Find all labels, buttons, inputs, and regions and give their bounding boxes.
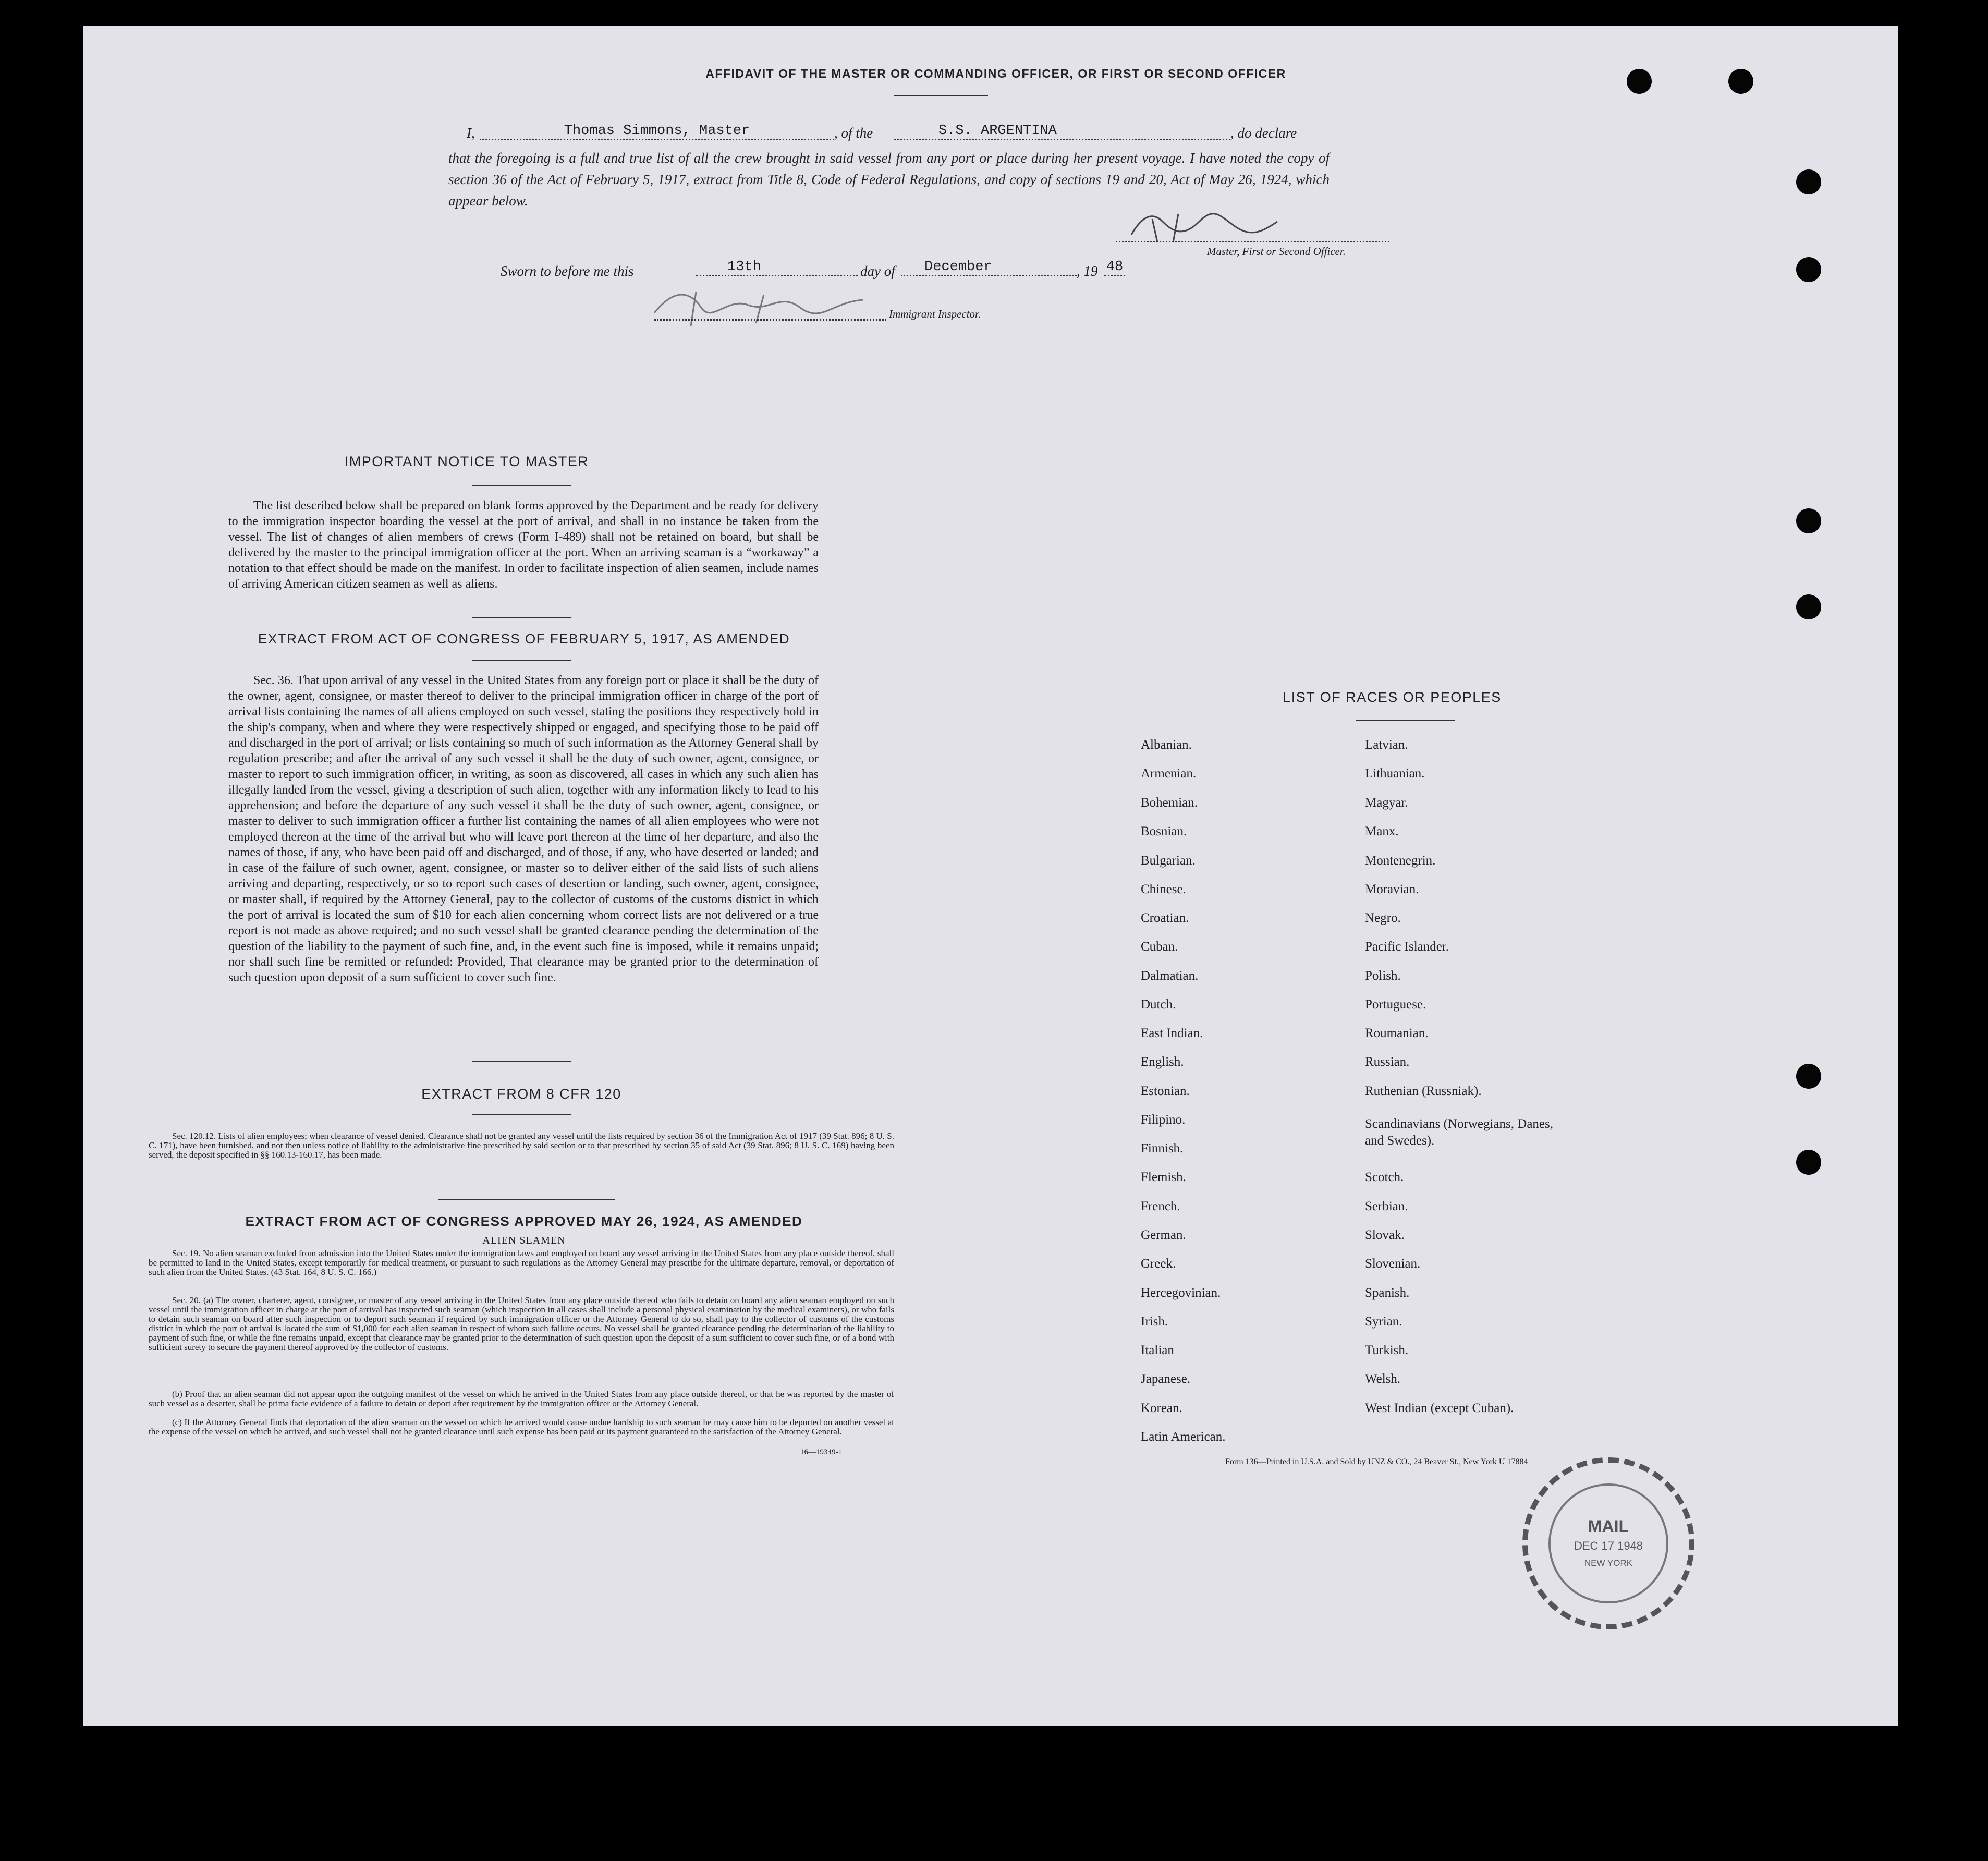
race-left-item: German. (1141, 1228, 1186, 1242)
race-left-item: Greek. (1141, 1257, 1176, 1271)
sworn-label: Sworn to before me this (501, 263, 634, 279)
race-right-item: Russian. (1365, 1055, 1410, 1069)
sworn-year-field: 48 (1104, 259, 1125, 276)
race-right-item: Lithuanian. (1365, 767, 1425, 781)
extract-cfr-body: Sec. 120.12. Lists of alien employees; when clearance of vessel denied. Clearance shall not be granted any vessel until the lists required by section 36 of the Immigration Act of 1917 (39 Stat. 896; 8 U. S. C. 171), have been furnished, and not then unless notice of liability to the administrative fine prescribed by said section or to that prescribed by section 35 of said Act (39 Stat. 896; 8 U. S. C. 169) having been served, the deposit specified in §§ 160.13-160.17, has been made. (149, 1131, 894, 1160)
race-right-item: Syrian. (1365, 1315, 1402, 1329)
extract-1917-title: EXTRACT FROM ACT OF CONGRESS OF FEBRUARY 5, 1917, AS AMENDED (258, 631, 790, 647)
divider (894, 95, 988, 96)
race-right-item: Latvian. (1365, 738, 1408, 752)
race-left-item: Croatian. (1141, 911, 1189, 925)
races-title: LIST OF RACES OR PEOPLES (1283, 689, 1502, 705)
master-name-field: Thomas Simmons, Master (480, 123, 834, 140)
race-left-item: Dutch. (1141, 998, 1176, 1012)
punch-hole (1796, 169, 1821, 194)
master-signature-caption: Master, First or Second Officer. (1207, 245, 1346, 258)
race-right-item: West Indian (except Cuban). (1365, 1401, 1514, 1415)
race-left-item: English. (1141, 1055, 1184, 1069)
do-declare-label: , do declare (1230, 125, 1297, 141)
extract-cfr-title: EXTRACT FROM 8 CFR 120 (421, 1086, 621, 1102)
race-right-item: Ruthenian (Russniak). (1365, 1084, 1482, 1098)
affidavit-title: AFFIDAVIT OF THE MASTER OR COMMANDING OFFICER, OR FIRST OR SECOND OFFICER (705, 67, 1286, 80)
race-right-item: Turkish. (1365, 1343, 1409, 1357)
sworn-month-field: December (901, 259, 1077, 276)
punch-hole (1796, 508, 1821, 533)
race-left-item: Hercegovinian. (1141, 1286, 1221, 1300)
postmark-stamp (1522, 1457, 1694, 1629)
divider (472, 617, 571, 618)
postmark-inner (1548, 1483, 1668, 1603)
notice-body: The list described below shall be prepared on blank forms approved by the Department and be ready for delivery to the immigration inspector boarding the vessel at the port of arrival, and shall in no instance be taken from the vessel. The list of changes of alien members of crews (Form I-489) shall not be retained on board, but shall be delivered by the master to the principal immigration officer at the port. When an arriving seaman is a “workaway” a notation to that effect should be made on the manifest. In order to facilitate inspection of alien seamen, include names of arriving American citizen seamen as well as aliens. (228, 499, 819, 591)
race-right-item: Serbian. (1365, 1199, 1408, 1213)
race-right-item: Scotch. (1365, 1170, 1404, 1184)
punch-hole (1796, 257, 1821, 282)
postmark-place: NEW YORK (1584, 1558, 1633, 1568)
punch-hole (1796, 594, 1821, 619)
extract-1924-sec20b: (b) Proof that an alien seaman did not appear upon the outgoing manifest of the vessel on which he arrived in the United States from any place outside thereof, or that he was reported by the master of such vessel as a deserter, shall be prima facie evidence of a failure to detain or deport after requirement by the immigration officer or the Attorney General. (149, 1389, 894, 1408)
master-signature-line (1116, 240, 1389, 242)
extract-1924-sec20a: Sec. 20. (a) The owner, charterer, agent, consignee, or master of any vessel arriving in the United States from any place outside thereof who fails to detain on board any alien seaman employed on such vessel until the immigration officer in charge at the port of arrival has inspected such seaman (which inspection in all cases shall include a personal physical examination by the medical examiners), or who fails to detain such seaman on board after such inspection or to deport such seaman if required by such immigration officer or the Attorney General to do so, shall pay to the collector of customs of the customs district in which the port of arrival is located the sum of $1,000 for each alien seaman in respect of whom such failure occurs. No vessel shall be granted clearance pending the determination of the liability to payment of such fine, or while the fine remains unpaid, except that clearance may be granted prior to the determination of such question upon the deposit of a sum sufficient to cover such fine, or of a bond with sufficient surety to secure the payment thereof approved by the collector of customs. (149, 1295, 894, 1352)
extract-1924-sec20c: (c) If the Attorney General finds that deportation of the alien seaman on the vessel on which he arrived would cause undue hardship to such seaman he may cause him to be deported on another vessel at the expense of the vessel on which he arrived, and such vessel shall not be granted clearance until such expense has been paid or its payment guaranteed to the satisfaction of the Attorney General. (149, 1417, 894, 1437)
extract-1924-sec19: Sec. 19. No alien seaman excluded from admission into the United States under the immigration laws and employed on board any vessel arriving in the United States from any place outside thereof, shall be permitted to land in the United States, except temporarily for medical treatment, or pursuant to such regulations as the Attorney General may prescribe for the ultimate departure, removal, or deportation of such alien from the United States. (43 Stat. 164, 8 U. S. C. 166.) (149, 1248, 894, 1277)
race-left-item: Chinese. (1141, 882, 1186, 896)
race-left-item: Latin American. (1141, 1430, 1226, 1444)
race-right-item: Negro. (1365, 911, 1401, 925)
divider (438, 1199, 615, 1200)
notice-title: IMPORTANT NOTICE TO MASTER (344, 454, 589, 469)
race-right-item: Pacific Islander. (1365, 940, 1449, 954)
affidavit-i-label: I, (467, 125, 475, 141)
extract-1917-body: Sec. 36. That upon arrival of any vessel in the United States from any foreign port or place it shall be the duty of the owner, agent, consignee, or master thereof to deliver to the principal immigration officer in charge of the port of arrival lists containing the names of all aliens employed on such vessel, stating the positions they respectively hold in the ship's company, when and where they were respectively shipped or engaged, and specifying those to be paid off and discharged in the port of arrival; or lists containing so much of such information as the Attorney General shall by regulation prescribe; and after the arrival of any such vessel it shall be the duty of such owner, agent, consignee, or master to report to such immigration officer, in writing, as soon as discovered, all cases in which any such alien has illegally landed from the vessel, giving a description of such alien, together with any information likely to lead to his apprehension; and before the departure of any such vessel it shall be the duty of such owner, agent, consignee, or master to deliver to such immigration officer a further list containing the names of all alien employees who were not employed thereon at the time of the arrival but who will leave port thereon at the time of her departure, and also the names of those, if any, who have been paid off and discharged, and of those, if any, who have deserted or landed; and in case of the failure of such owner, agent, consignee, or master so to deliver either of the said lists of such aliens arriving and departing, respectively, or so to report such cases of desertion or landing, such owner, agent, consignee, or master shall, if required by the Attorney General, pay to the collector of customs of the customs district in which the port of arrival is located the sum of $10 for each alien concerning whom correct lists are not delivered or a true report is not made as above required; and no such vessel shall be granted clearance pending the determination of the question of the liability to the payment of such fine, and, in the event such fine is imposed, while it remains unpaid; nor shall such fine be remitted or refunded: Provided, That clearance may be granted prior to the determination of such question upon deposit of a sum sufficient to cover such fine. (228, 674, 819, 984)
race-left-item: Bohemian. (1141, 796, 1198, 810)
race-left-item: Cuban. (1141, 940, 1178, 954)
race-right-item: Scandinavians (Norwegians, Danes, and Swedes). (1365, 1117, 1554, 1148)
race-left-item: French. (1141, 1199, 1180, 1213)
race-right-item: Spanish. (1365, 1286, 1410, 1300)
race-right-item: Portuguese. (1365, 998, 1426, 1012)
race-right-item: Manx. (1365, 824, 1399, 838)
extract-1924-subtitle: ALIEN SEAMEN (482, 1235, 566, 1246)
race-right-item: Slovak. (1365, 1228, 1405, 1242)
vessel-name-field: S.S. ARGENTINA (894, 123, 1230, 140)
race-left-item: Irish. (1141, 1315, 1168, 1329)
postmark-word: MAIL (1588, 1517, 1629, 1536)
divider (472, 1114, 571, 1115)
race-left-item: Korean. (1141, 1401, 1182, 1415)
divider (472, 660, 571, 661)
year-prefix: , 19 (1077, 263, 1098, 279)
affidavit-body: that the foregoing is a full and true list of all the crew brought in said vessel from any port or place during her present voyage. I have noted the copy of section 36 of the Act of February 5, 1917, extract from Title 8, Code of Federal Regulations, and copy of sections 19 and 20, Act of May 26, 1924, which appear below. (448, 150, 1330, 209)
sworn-day-field: 13th (696, 259, 858, 276)
day-of-label: day of (860, 263, 895, 279)
inspector-signature (644, 276, 879, 334)
race-left-item: Armenian. (1141, 767, 1197, 781)
punch-hole (1796, 1150, 1821, 1175)
race-left-item: Italian (1141, 1343, 1174, 1357)
race-left-item: East Indian. (1141, 1026, 1203, 1040)
race-right-item: Magyar. (1365, 796, 1408, 810)
form-code: 16—19349-1 (800, 1448, 842, 1456)
of-the-label: , of the (834, 125, 873, 141)
document-page (83, 26, 1898, 1726)
race-right-item: Welsh. (1365, 1372, 1401, 1386)
race-right-item: Slovenian. (1365, 1257, 1421, 1271)
race-left-item: Bulgarian. (1141, 854, 1196, 868)
divider (472, 485, 571, 486)
inspector-caption: Immigrant Inspector. (889, 308, 981, 320)
race-right-item: Polish. (1365, 969, 1401, 983)
postmark-date: DEC 17 1948 (1574, 1539, 1643, 1552)
race-left-item: Finnish. (1141, 1141, 1184, 1155)
divider (472, 1061, 571, 1062)
race-left-item: Japanese. (1141, 1372, 1191, 1386)
race-left-item: Filipino. (1141, 1113, 1186, 1127)
race-left-item: Estonian. (1141, 1084, 1190, 1098)
printer-footer: Form 136—Printed in U.S.A. and Sold by UNZ & CO., 24 Beaver St., New York U 17884 (1225, 1457, 1528, 1466)
punch-hole (1627, 69, 1652, 94)
race-left-item: Flemish. (1141, 1170, 1186, 1184)
race-right-item: Montenegrin. (1365, 854, 1436, 868)
race-right-item: Moravian. (1365, 882, 1419, 896)
punch-hole (1796, 1064, 1821, 1089)
race-left-item: Dalmatian. (1141, 969, 1199, 983)
race-left-item: Bosnian. (1141, 824, 1187, 838)
race-right-item: Roumanian. (1365, 1026, 1429, 1040)
punch-hole (1728, 69, 1753, 94)
inspector-signature-line (654, 318, 886, 321)
divider (1356, 720, 1455, 721)
extract-1924-title: EXTRACT FROM ACT OF CONGRESS APPROVED MAY 26, 1924, AS AMENDED (245, 1213, 803, 1229)
race-left-item: Albanian. (1141, 738, 1192, 752)
